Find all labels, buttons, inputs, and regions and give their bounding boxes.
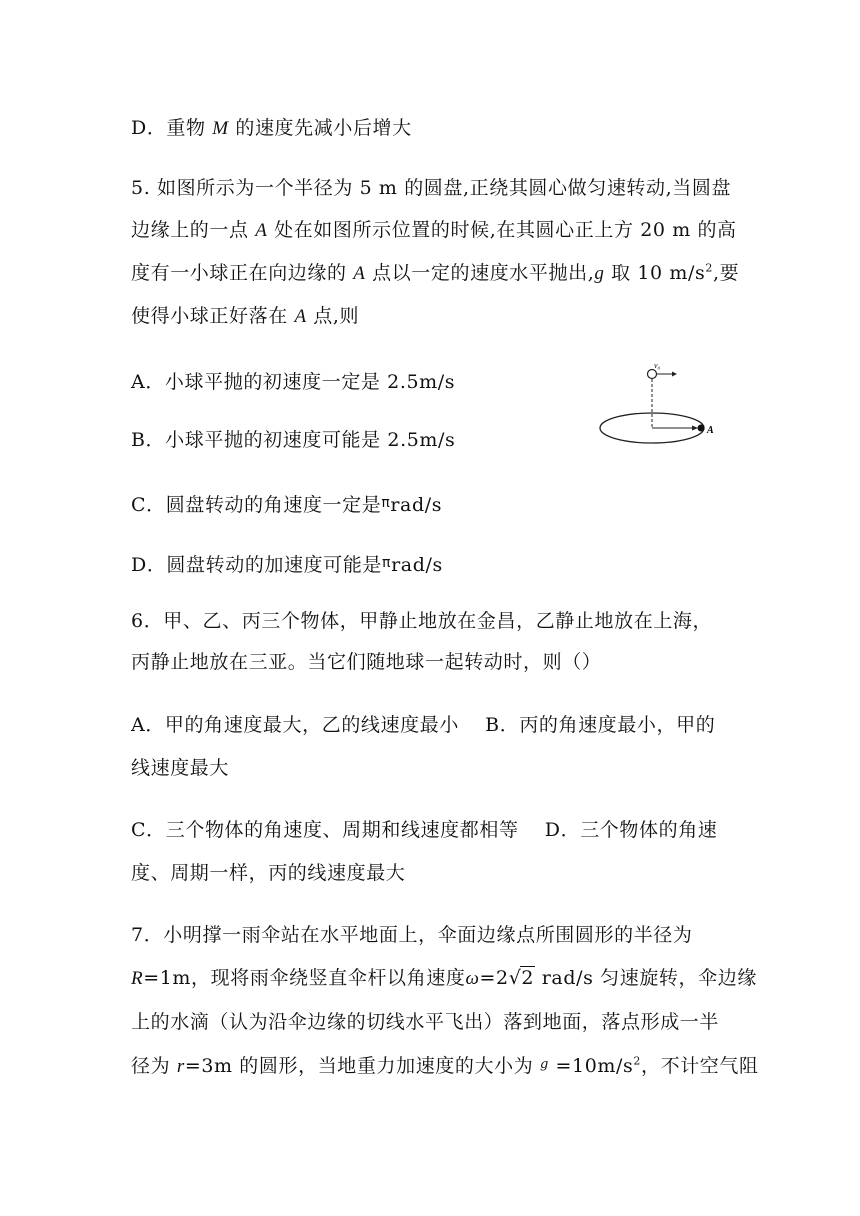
q7-line-4: 径为 r=3m 的圆形，当地重力加速度的大小为 $^g =10m/s^2$，不计空气阻 <box>131 1054 759 1077</box>
q5-option-c: C．圆盘转动的角速度一定是$^\pi$rad/s <box>131 494 443 516</box>
point-a-label: A <box>707 425 714 436</box>
q5-line-2: 边缘上的一点 A 处在如图所示位置的时候,在其圆心正上方 20 m 的高 <box>131 219 737 241</box>
q6-line-2: 丙静止地放在三亚。当它们随地球一起转动时，则（） <box>131 651 602 673</box>
q5-line-1: 5. 如图所示为一个半径为 5 m 的圆盘,正绕其圆心做匀速转动,当圆盘 <box>131 177 732 199</box>
disk-figure <box>596 358 736 450</box>
velocity-label: v₀ <box>654 361 661 370</box>
q7-line-2: R=1m，现将雨伞绕竖直伞杆以角速度ω=2√2 rad/s 匀速旋转，伞边缘 <box>131 967 757 989</box>
q5-option-a: A．小球平抛的初速度一定是 2.5m/s <box>131 371 456 393</box>
q6-options-ab-1: A．甲的角速度最大，乙的线速度最小 B．丙的角速度最小，甲的 <box>131 714 716 736</box>
option-text: D．重物 M 的速度先减小后增大 <box>131 117 412 139</box>
q5-option-b: B．小球平抛的初速度可能是 2.5m/s <box>131 429 456 451</box>
ball-icon <box>648 370 657 379</box>
q6-line-1: 6．甲、乙、丙三个物体，甲静止地放在金昌，乙静止地放在上海， <box>131 610 713 632</box>
q5-option-d: D．圆盘转动的加速度可能是$^\pi$rad/s <box>131 554 443 576</box>
option-d-prev <box>131 116 412 141</box>
q7-line-3: 上的水滴（认为沿伞边缘的切线水平飞出）落到地面，落点形成一半 <box>131 1011 720 1033</box>
q6-options-cd-1: C．三个物体的角速度、周期和线速度都相等 D．三个物体的角速 <box>131 819 718 841</box>
q6-options-cd-2: 度、周期一样，丙的线速度最大 <box>131 862 406 884</box>
point-a-marker <box>698 425 705 432</box>
q5-line-3: 度有一小球正在向边缘的 A 点以一定的速度水平抛出,g 取 10 $m/s^2$,要 <box>131 261 740 284</box>
q5-line-4: 使得小球正好落在 A 点,则 <box>131 305 360 327</box>
q6-options-ab-2: 线速度最大 <box>131 757 230 779</box>
q7-line-1: 7．小明撑一雨伞站在水平地面上，伞面边缘点所围圆形的半径为 <box>131 924 693 946</box>
